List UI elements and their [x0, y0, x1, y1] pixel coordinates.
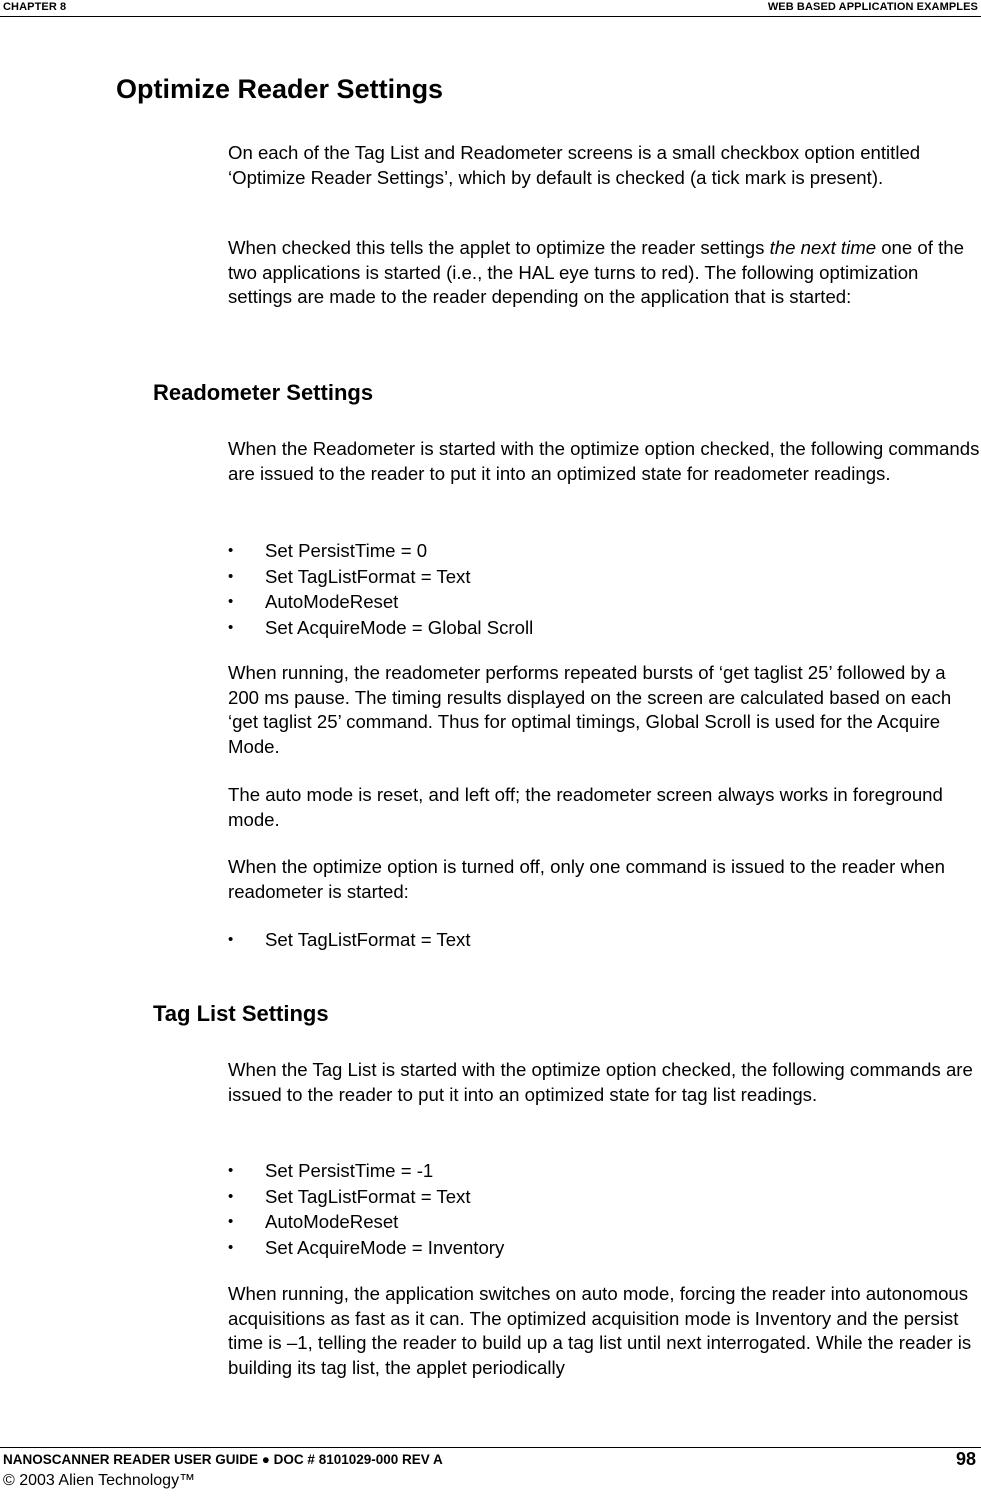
readometer-bullet-list: [228, 538, 968, 640]
taglist-paragraph-1: When the Tag List is started with the optimize option checked, the following commands are issued to the reader to put it into an optimized state for tag list readings.: [228, 1059, 973, 1105]
readometer-paragraph-4: When the optimize option is turned off, only one command is issued to the reader when readometer is started:: [228, 856, 945, 902]
bullet-icon: •: [228, 593, 234, 610]
list-item-text: Set TagListFormat = Text: [265, 565, 471, 587]
intro-p2-after: one of the two applications is started (i.e., the HAL eye turns to red). The following optimization settings are made to the reader depending on the application that is started:: [228, 237, 964, 308]
intro-p2-before: When checked this tells the applet to optimize the reader settings: [228, 237, 770, 258]
list-item-text: AutoModeReset: [265, 591, 399, 612]
bullet-icon: •: [228, 1162, 234, 1179]
bullet-icon: •: [228, 1238, 234, 1256]
taglist-bullet-list: [228, 1158, 968, 1260]
intro-paragraph-1: On each of the Tag List and Readometer screens is a small checkbox option entitled ‘Optimize Reader Settings’, which by default is checked (a tick mark is present).: [228, 142, 921, 188]
list-item: [228, 1158, 968, 1184]
page-title: Optimize Reader Settings: [116, 74, 444, 104]
list-item-text: Set AcquireMode = Global Scroll: [265, 616, 534, 638]
list-item: [228, 564, 968, 590]
readometer-bullet-list-2: [228, 927, 968, 953]
readometer-paragraph-1: When the Readometer is started with the optimize option checked, the following commands are issued to the reader to put it into an optimized state for readometer readings.: [228, 438, 980, 484]
page-header: [0, 0, 981, 18]
page-number: 98: [955, 1449, 976, 1469]
list-item-text: Set TagListFormat = Text: [265, 929, 471, 950]
bullet-icon: •: [228, 1187, 234, 1205]
list-item-text: Set AcquireMode = Inventory: [265, 1236, 505, 1258]
bullet-icon: •: [228, 931, 234, 948]
list-item: [228, 1209, 968, 1235]
intro-paragraph-2: [228, 236, 980, 310]
bullet-icon: •: [228, 618, 234, 636]
list-item-text: Set PersistTime = 0: [265, 540, 428, 561]
list-item: [228, 1184, 968, 1210]
list-item: [228, 615, 968, 641]
list-item: [228, 589, 968, 615]
footer-doc-info: NANOSCANNER READER USER GUIDE ● DOC # 8101029-000 REV A: [3, 1452, 443, 1467]
bullet-icon: •: [228, 567, 234, 585]
readometer-heading: Readometer Settings: [153, 380, 374, 405]
list-item: [228, 1235, 968, 1261]
list-item-text: Set TagListFormat = Text: [265, 1185, 471, 1207]
list-item: [228, 927, 968, 953]
bullet-icon: •: [228, 1213, 234, 1230]
list-item-text: Set PersistTime = -1: [265, 1160, 434, 1181]
list-item-text: AutoModeReset: [265, 1211, 399, 1232]
readometer-paragraph-3: The auto mode is reset, and left off; the readometer screen always works in foreground mode.: [228, 784, 943, 830]
header-rule: [0, 16, 981, 17]
intro-p2-italic: the next time: [769, 237, 877, 258]
list-item: [228, 538, 968, 564]
footer-copyright: © 2003 Alien Technology™: [3, 1472, 196, 1489]
taglist-paragraph-2: When running, the application switches on auto mode, forcing the reader into autonomous acquisitions as fast as it can. The optimized acquisition mode is Inventory and the persist time is –1, telling the reader to build up a tag list until next interrogated. While the reader is building its tag list, the applet periodically: [228, 1283, 972, 1378]
readometer-paragraph-2: When running, the readometer performs repeated bursts of ‘get taglist 25’ followed by a 200 ms pause. The timing results displayed on the screen are calculated based on each ‘get taglist 25’ command. Thus for optimal timings, Global Scroll is used for the Acquire Mode.: [228, 662, 952, 757]
header-chapter: CHAPTER 8: [3, 1, 67, 13]
bullet-icon: •: [228, 542, 234, 559]
taglist-heading: Tag List Settings: [153, 1001, 329, 1026]
footer-rule: [0, 1447, 981, 1448]
header-section: WEB BASED APPLICATION EXAMPLES: [767, 1, 978, 13]
